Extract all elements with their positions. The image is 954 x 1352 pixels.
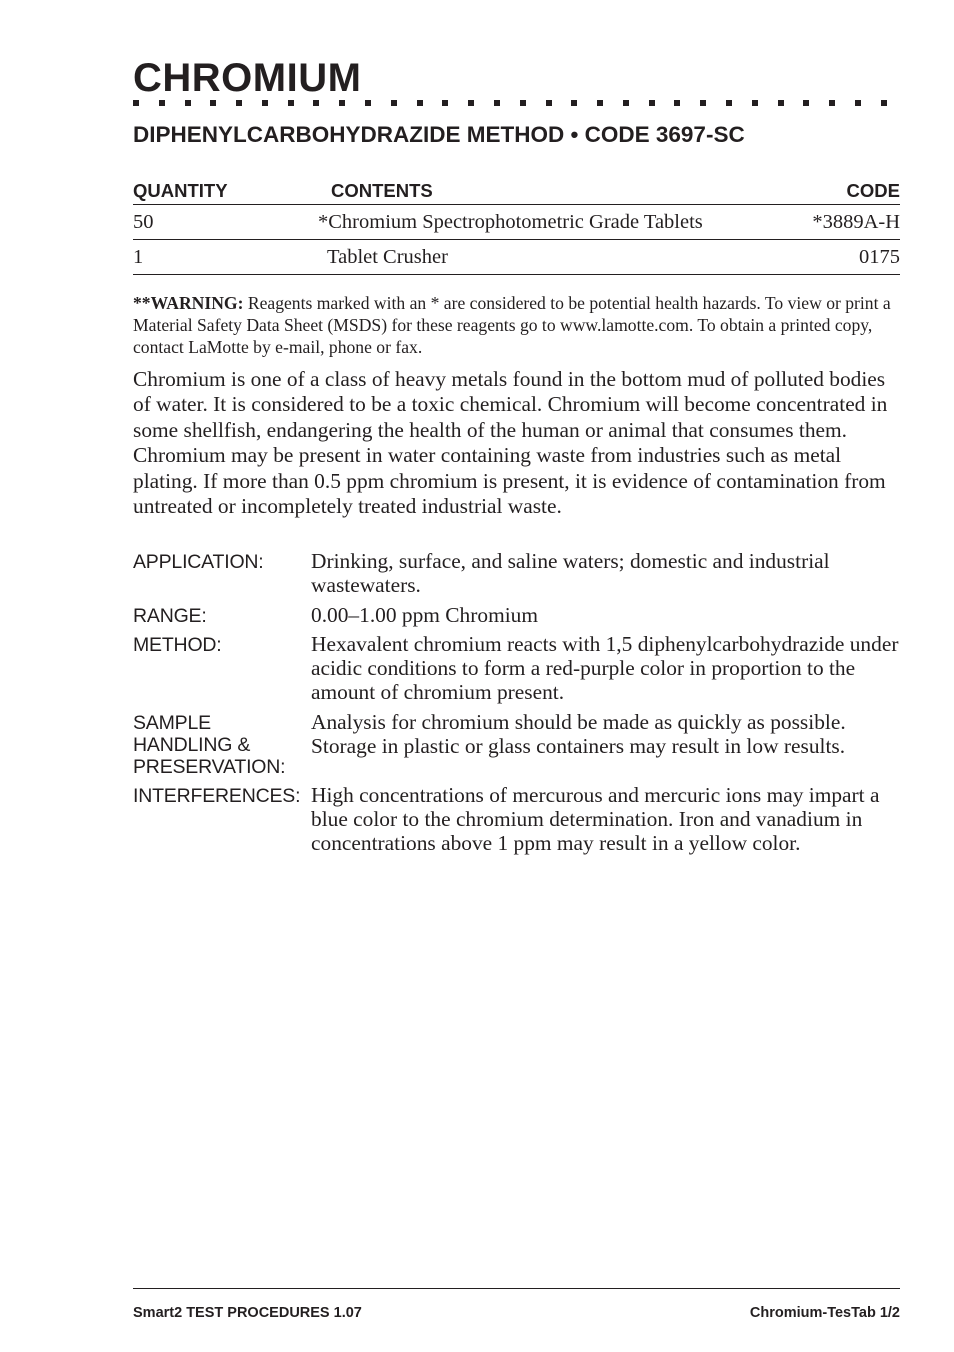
table-row bbox=[133, 240, 900, 275]
divider-dot bbox=[133, 100, 139, 106]
quantity-cell: 50 bbox=[133, 205, 313, 240]
spec-label-line: HANDLING & bbox=[133, 733, 251, 756]
spec-label: RANGE: bbox=[133, 604, 207, 627]
code-cell: 0175 bbox=[792, 240, 900, 275]
spec-label: INTERFERENCES: bbox=[133, 784, 301, 807]
divider-dot bbox=[700, 100, 706, 106]
specs-list bbox=[133, 549, 900, 861]
divider-dot bbox=[365, 100, 371, 106]
contents-table bbox=[133, 174, 900, 275]
divider-dot bbox=[391, 100, 397, 106]
spec-value: High concentrations of mercurous and mercuric ions may impart a blue color to the chromium determination. Iron and vanadium in concentrations above 1 ppm may result in a yellow color. bbox=[311, 782, 880, 856]
dotted-divider bbox=[133, 100, 887, 108]
divider-dot bbox=[881, 100, 887, 106]
divider-dot bbox=[262, 100, 268, 106]
footer-left: Smart2 TEST PROCEDURES 1.07 bbox=[133, 1305, 362, 1321]
divider-dot bbox=[313, 100, 319, 106]
method-subtitle: DIPHENYLCARBOHYDRAZIDE METHOD • CODE 3697-SC bbox=[133, 122, 745, 147]
divider-dot bbox=[855, 100, 861, 106]
divider-dot bbox=[210, 100, 216, 106]
spec-range bbox=[133, 603, 900, 627]
code-header: CODE bbox=[792, 174, 900, 205]
spec-label bbox=[133, 710, 311, 778]
divider-dot bbox=[494, 100, 500, 106]
divider-dot bbox=[571, 100, 577, 106]
intro-paragraph: Chromium is one of a class of heavy metals found in the bottom mud of polluted bodies of water. It is considered to be a toxic chemical. Chromium will become concentrated in some shellfish, endangering the health of the human or animal that consumes them. Chromium may be present in water containing waste from industries such as metal plating. If more than 0.5 ppm chromium is present, it is evidence of contamination from untreated or incompletely treated industrial waste. bbox=[133, 367, 888, 519]
divider-dot bbox=[159, 100, 165, 106]
spec-method bbox=[133, 632, 900, 705]
code-cell: *3889A-H bbox=[792, 205, 900, 240]
divider-dot bbox=[726, 100, 732, 106]
footer-divider bbox=[133, 1288, 900, 1289]
divider-dot bbox=[288, 100, 294, 106]
spec-sample-handling bbox=[133, 710, 900, 778]
divider-dot bbox=[546, 100, 552, 106]
quantity-header: QUANTITY bbox=[133, 174, 313, 205]
table-row bbox=[133, 205, 900, 240]
spec-label: APPLICATION: bbox=[133, 551, 264, 573]
divider-dot bbox=[442, 100, 448, 106]
spec-label: METHOD: bbox=[133, 633, 222, 656]
divider-dot bbox=[597, 100, 603, 106]
warning-label: **WARNING: bbox=[133, 293, 244, 313]
spec-value: Analysis for chromium should be made as quickly as possible. Storage in plastic or glass containers may result in low results. bbox=[311, 709, 846, 759]
spec-label-line: PRESERVATION: bbox=[133, 755, 286, 778]
quantity-cell: 1 bbox=[133, 240, 313, 275]
divider-dot bbox=[185, 100, 191, 106]
divider-dot bbox=[623, 100, 629, 106]
divider-dot bbox=[649, 100, 655, 106]
table-header-row bbox=[133, 174, 900, 205]
divider-dot bbox=[778, 100, 784, 106]
document-page bbox=[133, 0, 900, 1352]
contents-cell: Tablet Crusher bbox=[313, 240, 792, 275]
spec-interferences bbox=[133, 783, 900, 856]
contents-cell: *Chromium Spectrophotometric Grade Tablets bbox=[313, 205, 792, 240]
warning-paragraph bbox=[133, 292, 900, 358]
page-title: CHROMIUM bbox=[133, 56, 362, 100]
divider-dot bbox=[674, 100, 680, 106]
footer-right: Chromium-TesTab 1/2 bbox=[749, 1305, 900, 1321]
warning-text: Reagents marked with an * are considered to be potential health hazards. To view or print a Material Safety Data Sheet (MSDS) for these reagents go to www.lamotte.com. To obtain a printed copy, contact LaMotte by e-mail, phone or fax. bbox=[133, 293, 891, 357]
divider-dot bbox=[520, 100, 526, 106]
spec-application bbox=[133, 549, 900, 598]
divider-dot bbox=[339, 100, 345, 106]
divider-dot bbox=[236, 100, 242, 106]
spec-value: Drinking, surface, and saline waters; domestic and industrial wastewaters. bbox=[311, 549, 830, 598]
divider-dot bbox=[829, 100, 835, 106]
divider-dot bbox=[752, 100, 758, 106]
spec-value: Hexavalent chromium reacts with 1,5 diphenylcarbohydrazide under acidic conditions to form a red-purple color in proportion to the amount of chromium present. bbox=[311, 631, 899, 705]
divider-dot bbox=[468, 100, 474, 106]
divider-dot bbox=[803, 100, 809, 106]
spec-value: 0.00–1.00 ppm Chromium bbox=[311, 602, 538, 627]
spec-label-line: SAMPLE bbox=[133, 711, 211, 734]
divider-dot bbox=[417, 100, 423, 106]
contents-header: CONTENTS bbox=[313, 174, 792, 205]
